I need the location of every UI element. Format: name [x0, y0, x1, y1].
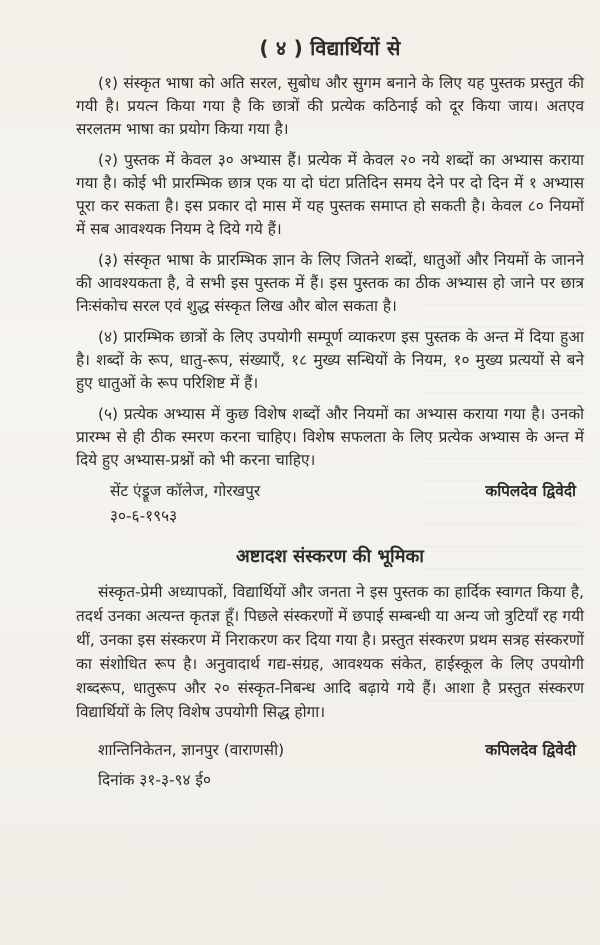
signature-place-1: सेंट एंड्रूज कॉलेज, गोरखपुर: [110, 482, 261, 500]
paragraph-5: (५) प्रत्येक अभ्यास में कुछ विशेष शब्दों और नियमों का अभ्यास कराया गया है। उनको प्रारम्भ से ही ठीक स्मरण करना चाहिए। विशेष सफलता के लिए प्रत्येक अभ्यास के अन्त में दिये हुए अभ्यास-प्रश्नों को भी करना चाहिए।: [76, 405, 584, 469]
signature-date-2: दिनांक ३१-३-९४ ई०: [98, 771, 211, 789]
signature-name-1: कपिलदेव द्विवेदी: [485, 482, 576, 500]
signature-place-2: शान्तिनिकेतन, ज्ञानपुर (वाराणसी): [98, 741, 285, 759]
signature-date-1: ३०-६-१९५३: [110, 507, 178, 525]
paragraph-3: (३) संस्कृत भाषा के प्रारम्भिक ज्ञान के लिए जितने शब्दों, धातुओं और नियमों के जानने की आवश्यकता है, वे सभी इस पुस्तक में हैं। इस पुस्तक का ठीक अभ्यास हो जाने पर छात्र निःसंकोच सरल एवं शुद्ध संस्कृत लिख और बोल सकता है।: [76, 251, 584, 315]
preface-paragraph: संस्कृत-प्रेमी अध्यापकों, विद्यार्थियों और जनता ने इस पुस्तक का हार्दिक स्वागत किया है, तदर्थ उनका अत्यन्त कृतज्ञ हूँ। पिछले संस्करणों में छपाई सम्बन्धी या अन्य जो त्रुटियाँ रह गयी थीं, उनका इस संस्करण में निराकरण कर दिया गया है। प्रस्तुत संस्करण प्रथम सत्रह संस्करणों का संशोधित रूप है। अनुवादार्थ गद्य-संग्रह, आवश्यक संकेत, हाईस्कूल के लिए उपयोगी शब्दरूप, धातुरूप और २० संस्कृत-निबन्ध आदि बढ़ाये गये हैं। आशा है प्रस्तुत संस्करण विद्यार्थियों के लिए विशेष उपयोगी सिद्ध होगा।: [76, 583, 584, 721]
paragraph-1: (१) संस्कृत भाषा को अति सरल, सुबोध और सुगम बनाने के लिए यह पुस्तक प्रस्तुत की गयी है। प्रयत्न किया गया है कि छात्रों की प्रत्येक कठिनाई को दूर किया जाय। अतएव सरलतम भाषा का प्रयोग किया गया है।: [76, 74, 584, 138]
preface-heading: अष्टादश संस्करण की भूमिका: [236, 546, 424, 567]
signature-row-1: [76, 480, 584, 503]
section-heading: ( ४ ) विद्यार्थियों से: [259, 36, 401, 60]
signature-name-2: कपिलदेव द्विवेदी: [485, 741, 576, 759]
paragraph-4: (४) प्रारम्भिक छात्रों के लिए उपयोगी सम्पूर्ण व्याकरण इस पुस्तक के अन्त में दिया हुआ है। शब्दों के रूप, धातु-रूप, संख्याएँ, १८ मुख्य सन्धियों के नियम, १० मुख्य प्रत्ययों से बने हुए धातुओं के रूप परिशिष्ट में हैं।: [76, 328, 584, 392]
paragraph-2: (२) पुस्तक में केवल ३० अभ्यास हैं। प्रत्येक में केवल २० नये शब्दों का अभ्यास कराया गया है। कोई भी प्रारम्भिक छात्र एक या दो घंटा प्रतिदिन समय देने पर दो दिन में १ अभ्यास पूरा कर सकता है। इस प्रकार दो मास में यह पुस्तक समाप्त हो सकती है। केवल ८० नियमों में सब आवश्यक नियम दे दिये गये हैं।: [76, 151, 584, 238]
signature-row-2: [76, 738, 584, 762]
